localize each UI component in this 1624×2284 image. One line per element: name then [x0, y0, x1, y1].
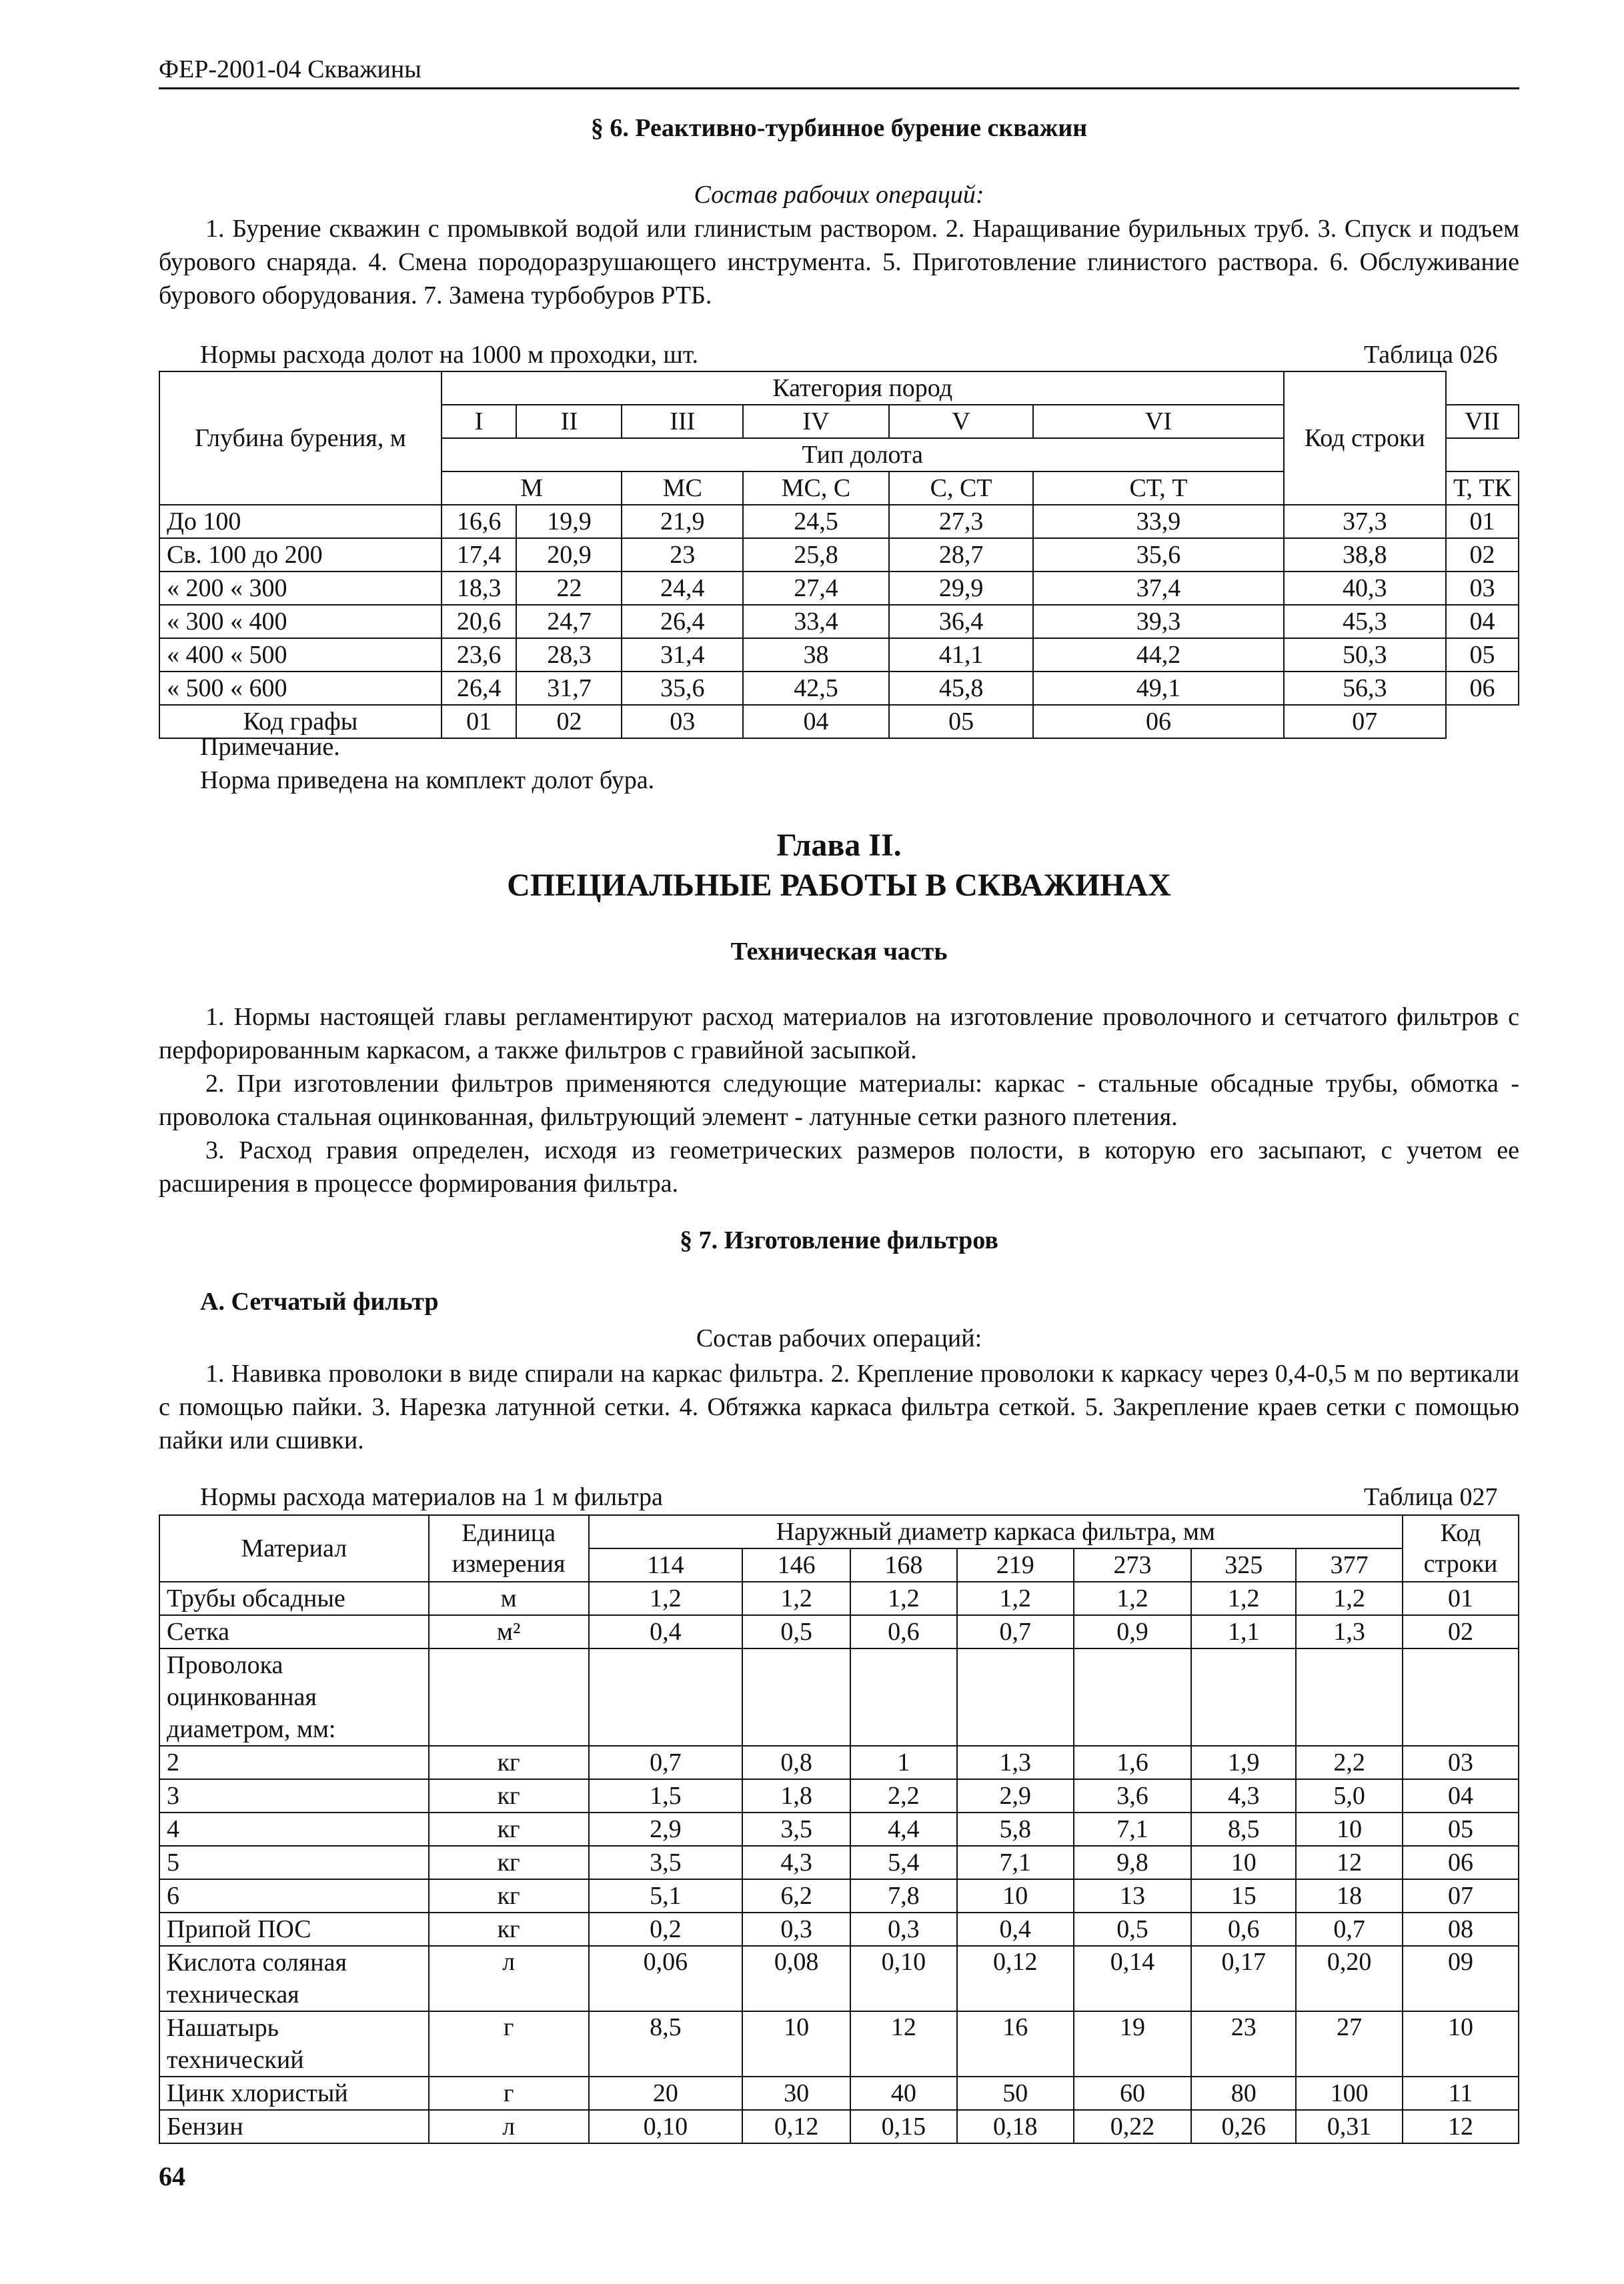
t027-code-cell: 09: [1403, 1946, 1519, 2011]
t027-value-cell: 1,2: [742, 1582, 850, 1615]
t027-value-cell: 4,3: [742, 1846, 850, 1879]
t027-value-cell: [589, 1648, 743, 1746]
t026-col-code: 02: [516, 705, 622, 738]
table-026: [159, 371, 1519, 739]
t027-material-cell: Бензин: [159, 2110, 429, 2143]
t026-code-cell: 03: [1446, 572, 1519, 605]
t027-unit-cell: л: [429, 1946, 589, 2011]
table-027-row: [159, 1779, 1519, 1813]
t026-value-cell: 26,4: [442, 672, 517, 705]
t026-cat: VI: [1033, 405, 1283, 438]
t026-bit-type: СТ, Т: [1033, 471, 1283, 505]
t026-bit-type: Т, ТК: [1446, 471, 1519, 505]
t026-value-cell: 45,3: [1284, 605, 1446, 638]
t027-value-cell: 19: [1074, 2011, 1192, 2077]
table-026-note-title: Примечание.: [200, 733, 340, 761]
t026-value-cell: 35,6: [622, 672, 743, 705]
t026-value-cell: 37,4: [1033, 572, 1283, 605]
t027-value-cell: 0,2: [589, 1913, 743, 1946]
t026-value-cell: 25,8: [743, 538, 889, 572]
t027-value-cell: 0,3: [742, 1913, 850, 1946]
t026-value-cell: 33,9: [1033, 505, 1283, 538]
t027-value-cell: 5,0: [1296, 1779, 1403, 1813]
t027-code-cell: 08: [1403, 1913, 1519, 1946]
t027-value-cell: 0,06: [589, 1946, 743, 2011]
t027-unit-cell: кг: [429, 1879, 589, 1913]
t027-diameter: 325: [1191, 1548, 1296, 1582]
t027-value-cell: 2,2: [850, 1779, 957, 1813]
table-027-row: [159, 1846, 1519, 1879]
t026-cat: VII: [1446, 405, 1519, 438]
t027-code-cell: 10: [1403, 2011, 1519, 2077]
chapter-title: Глава II.: [776, 828, 902, 863]
table-027-row: [159, 2011, 1519, 2077]
t026-value-cell: 27,3: [889, 505, 1034, 538]
t027-unit-cell: м²: [429, 1615, 589, 1648]
t027-material-cell: 5: [159, 1846, 429, 1879]
t027-value-cell: 27: [1296, 2011, 1403, 2077]
t027-material-cell: Кислота соляная техническая: [159, 1946, 429, 2011]
table-027-row: [159, 1879, 1519, 1913]
t027-unit-cell: [429, 1648, 589, 1746]
t027-value-cell: 0,4: [589, 1615, 743, 1648]
t026-col-code: 05: [889, 705, 1034, 738]
t027-unit-cell: кг: [429, 1746, 589, 1779]
t026-value-cell: 28,7: [889, 538, 1034, 572]
running-header: ФЕР-2001-04 Скважины: [159, 55, 422, 83]
t027-value-cell: 7,1: [957, 1846, 1074, 1879]
t027-value-cell: 0,8: [742, 1746, 850, 1779]
t027-value-cell: 0,31: [1296, 2110, 1403, 2143]
t026-value-cell: 22: [516, 572, 622, 605]
t027-value-cell: 1,2: [1191, 1582, 1296, 1615]
t026-value-cell: 50,3: [1284, 638, 1446, 672]
table-027-row: [159, 1582, 1519, 1615]
t027-value-cell: 18: [1296, 1879, 1403, 1913]
t026-cat: III: [622, 405, 743, 438]
t027-value-cell: 4,3: [1191, 1779, 1296, 1813]
t026-value-cell: 49,1: [1033, 672, 1283, 705]
table-026-row: [159, 505, 1519, 538]
t027-header-unit: Единица измерения: [429, 1515, 589, 1582]
t027-value-cell: 0,5: [1074, 1913, 1192, 1946]
t027-value-cell: 15: [1191, 1879, 1296, 1913]
t027-unit-cell: кг: [429, 1913, 589, 1946]
t027-value-cell: 60: [1074, 2077, 1192, 2110]
t027-value-cell: 7,8: [850, 1879, 957, 1913]
t027-value-cell: 1: [850, 1746, 957, 1779]
t027-value-cell: 2,9: [589, 1813, 743, 1846]
t026-cat: II: [516, 405, 622, 438]
t026-value-cell: 23: [622, 538, 743, 572]
table-027-row: [159, 1813, 1519, 1846]
section-7-sub-a: А. Сетчатый фильтр: [200, 1288, 439, 1316]
table-027-row: [159, 1746, 1519, 1779]
t026-code-cell: 05: [1446, 638, 1519, 672]
table-026-caption: Нормы расхода долот на 1000 м проходки, шт.: [200, 341, 698, 369]
tech-paragraph-1: 1. Нормы настоящей главы регламентируют расход материалов на изготовление проволочного и сетчатого фильтров с перфорированным каркасом, а также фильтров с гравийной засыпкой.: [159, 1003, 1519, 1064]
t027-value-cell: 16: [957, 2011, 1074, 2077]
t027-value-cell: 30: [742, 2077, 850, 2110]
t026-value-cell: 24,5: [743, 505, 889, 538]
t027-value-cell: 12: [1296, 1846, 1403, 1879]
t027-value-cell: 1,3: [1296, 1615, 1403, 1648]
t027-unit-cell: л: [429, 2110, 589, 2143]
t026-header-depth: Глубина бурения, м: [159, 371, 442, 505]
t027-value-cell: [1296, 1648, 1403, 1746]
t026-depth-cell: До 100: [159, 505, 442, 538]
t026-bit-type: М: [442, 471, 622, 505]
t027-value-cell: [957, 1648, 1074, 1746]
table-027-number: Таблица 027: [1364, 1483, 1498, 1511]
t026-value-cell: 38: [743, 638, 889, 672]
t027-value-cell: 1,3: [957, 1746, 1074, 1779]
t027-value-cell: 0,6: [850, 1615, 957, 1648]
t026-value-cell: 24,7: [516, 605, 622, 638]
chapter-subtitle: СПЕЦИАЛЬНЫЕ РАБОТЫ В СКВАЖИНАХ: [507, 868, 1171, 903]
t027-value-cell: 0,12: [957, 1946, 1074, 2011]
t027-material-cell: 3: [159, 1779, 429, 1813]
t027-value-cell: 0,9: [1074, 1615, 1192, 1648]
t027-header-material: Материал: [159, 1515, 429, 1582]
t026-header-code: Код строки: [1284, 371, 1446, 505]
section-7-title: § 7. Изготовление фильтров: [680, 1226, 998, 1254]
t026-bit-type: МС: [622, 471, 743, 505]
t026-value-cell: 37,3: [1284, 505, 1446, 538]
t026-cat: V: [889, 405, 1034, 438]
t026-value-cell: 40,3: [1284, 572, 1446, 605]
t026-cat: IV: [743, 405, 889, 438]
t027-value-cell: [850, 1648, 957, 1746]
t027-value-cell: 0,12: [742, 2110, 850, 2143]
table-027-row: [159, 1615, 1519, 1648]
t027-value-cell: 0,3: [850, 1913, 957, 1946]
t026-value-cell: 36,4: [889, 605, 1034, 638]
t026-header-bit-type: Тип долота: [442, 438, 1284, 471]
t026-depth-cell: « 200 « 300: [159, 572, 442, 605]
t027-material-cell: 4: [159, 1813, 429, 1846]
t027-value-cell: 100: [1296, 2077, 1403, 2110]
t027-value-cell: 10: [742, 2011, 850, 2077]
t027-value-cell: 50: [957, 2077, 1074, 2110]
t027-value-cell: 0,20: [1296, 1946, 1403, 2011]
table-026-note-text: Норма приведена на комплект долот бура.: [200, 766, 655, 794]
t027-value-cell: 1,6: [1074, 1746, 1192, 1779]
t026-col-code: 04: [743, 705, 889, 738]
t027-value-cell: 0,4: [957, 1913, 1074, 1946]
t027-unit-cell: м: [429, 1582, 589, 1615]
t027-material-cell: Трубы обсадные: [159, 1582, 429, 1615]
t026-code-cell: 01: [1446, 505, 1519, 538]
t027-code-cell: 05: [1403, 1813, 1519, 1846]
t027-value-cell: 3,6: [1074, 1779, 1192, 1813]
t026-col-code-label: Код графы: [159, 705, 442, 738]
section-7-ops-title: Состав рабочих операций:: [696, 1324, 982, 1352]
t026-value-cell: 21,9: [622, 505, 743, 538]
t027-value-cell: 0,5: [742, 1615, 850, 1648]
t026-code-cell: 06: [1446, 672, 1519, 705]
t026-value-cell: 27,4: [743, 572, 889, 605]
t026-bit-type: С, СТ: [889, 471, 1034, 505]
t027-value-cell: 3,5: [589, 1846, 743, 1879]
t027-value-cell: 0,08: [742, 1946, 850, 2011]
table-027: [159, 1514, 1519, 2144]
t026-value-cell: 16,6: [442, 505, 517, 538]
t026-value-cell: 29,9: [889, 572, 1034, 605]
t026-value-cell: 20,9: [516, 538, 622, 572]
table-026-number: Таблица 026: [1364, 341, 1498, 369]
t026-value-cell: 24,4: [622, 572, 743, 605]
t026-value-cell: 26,4: [622, 605, 743, 638]
t027-value-cell: 12: [850, 2011, 957, 2077]
t026-col-code: 03: [622, 705, 743, 738]
t026-depth-cell: « 400 « 500: [159, 638, 442, 672]
t027-value-cell: 5,4: [850, 1846, 957, 1879]
t027-unit-cell: кг: [429, 1813, 589, 1846]
t027-diameter: 377: [1296, 1548, 1403, 1582]
t027-header-code: Код строки: [1403, 1515, 1519, 1582]
table-026-row: [159, 638, 1519, 672]
t026-value-cell: 20,6: [442, 605, 517, 638]
t027-code-cell: 12: [1403, 2110, 1519, 2143]
t026-col-code: 07: [1284, 705, 1446, 738]
t027-value-cell: 0,7: [1296, 1913, 1403, 1946]
t027-value-cell: 1,5: [589, 1779, 743, 1813]
table-027-row: [159, 2077, 1519, 2110]
t027-diameter: 219: [957, 1548, 1074, 1582]
t027-value-cell: 1,9: [1191, 1746, 1296, 1779]
t027-unit-cell: г: [429, 2077, 589, 2110]
t027-value-cell: 23: [1191, 2011, 1296, 2077]
t027-code-cell: [1403, 1648, 1519, 1746]
t027-value-cell: 20: [589, 2077, 743, 2110]
t027-value-cell: [1191, 1648, 1296, 1746]
t027-material-cell: Проволока оцинкованная диаметром, мм:: [159, 1648, 429, 1746]
t027-value-cell: 7,1: [1074, 1813, 1192, 1846]
t026-col-code: 06: [1033, 705, 1283, 738]
t026-cat: I: [442, 405, 517, 438]
t027-code-cell: 07: [1403, 1879, 1519, 1913]
t026-code-cell: 04: [1446, 605, 1519, 638]
t027-diameter: 168: [850, 1548, 957, 1582]
t026-value-cell: 44,2: [1033, 638, 1283, 672]
t026-value-cell: 42,5: [743, 672, 889, 705]
t027-value-cell: 40: [850, 2077, 957, 2110]
t027-value-cell: 0,10: [589, 2110, 743, 2143]
t027-value-cell: 0,26: [1191, 2110, 1296, 2143]
t027-value-cell: 0,22: [1074, 2110, 1192, 2143]
t026-value-cell: 45,8: [889, 672, 1034, 705]
t027-value-cell: 9,8: [1074, 1846, 1192, 1879]
t026-col-code: 01: [442, 705, 517, 738]
t027-value-cell: 6,2: [742, 1879, 850, 1913]
t026-value-cell: 31,7: [516, 672, 622, 705]
table-027-caption: Нормы расхода материалов на 1 м фильтра: [200, 1483, 663, 1511]
t026-value-cell: 39,3: [1033, 605, 1283, 638]
t026-value-cell: 19,9: [516, 505, 622, 538]
section-6-ops-title: Состав рабочих операций:: [694, 181, 984, 209]
t026-value-cell: 28,3: [516, 638, 622, 672]
t027-diameter: 273: [1074, 1548, 1192, 1582]
section-6-title: § 6. Реактивно-турбинное бурение скважин: [590, 114, 1088, 142]
t026-depth-cell: « 500 « 600: [159, 672, 442, 705]
t027-value-cell: 2,9: [957, 1779, 1074, 1813]
t027-value-cell: 1,2: [957, 1582, 1074, 1615]
t027-code-cell: 02: [1403, 1615, 1519, 1648]
t027-value-cell: 5,8: [957, 1813, 1074, 1846]
table-026-row: [159, 538, 1519, 572]
t027-material-cell: 2: [159, 1746, 429, 1779]
table-026-row: [159, 605, 1519, 638]
t027-value-cell: 80: [1191, 2077, 1296, 2110]
t027-unit-cell: г: [429, 2011, 589, 2077]
t027-value-cell: 0,6: [1191, 1913, 1296, 1946]
t027-value-cell: 0,14: [1074, 1946, 1192, 2011]
table-026-row: [159, 672, 1519, 705]
t027-value-cell: [1074, 1648, 1192, 1746]
t026-bit-type: МС, С: [743, 471, 889, 505]
t027-value-cell: 8,5: [1191, 1813, 1296, 1846]
t026-code-cell: 02: [1446, 538, 1519, 572]
t026-value-cell: 17,4: [442, 538, 517, 572]
t027-value-cell: 0,18: [957, 2110, 1074, 2143]
t027-value-cell: 8,5: [589, 2011, 743, 2077]
table-027-row: [159, 2110, 1519, 2143]
t027-material-cell: Нашатырь технический: [159, 2011, 429, 2077]
t026-value-cell: 41,1: [889, 638, 1034, 672]
t027-value-cell: 1,2: [589, 1582, 743, 1615]
t027-value-cell: 3,5: [742, 1813, 850, 1846]
t027-code-cell: 04: [1403, 1779, 1519, 1813]
t027-material-cell: Цинк хлористый: [159, 2077, 429, 2110]
t027-value-cell: 0,17: [1191, 1946, 1296, 2011]
t027-value-cell: 1,2: [850, 1582, 957, 1615]
t027-diameter: 146: [742, 1548, 850, 1582]
t027-value-cell: 5,1: [589, 1879, 743, 1913]
table-027-row: [159, 1648, 1519, 1746]
t027-code-cell: 11: [1403, 2077, 1519, 2110]
t027-value-cell: 0,10: [850, 1946, 957, 2011]
t027-code-cell: 03: [1403, 1746, 1519, 1779]
t027-material-cell: 6: [159, 1879, 429, 1913]
t026-depth-cell: « 300 « 400: [159, 605, 442, 638]
t027-header-diameter: Наружный диаметр каркаса фильтра, мм: [589, 1515, 1403, 1548]
header-rule: [159, 87, 1519, 89]
t027-value-cell: 10: [957, 1879, 1074, 1913]
t027-value-cell: 10: [1191, 1846, 1296, 1879]
t027-value-cell: 10: [1296, 1813, 1403, 1846]
t027-value-cell: 1,8: [742, 1779, 850, 1813]
t027-value-cell: 1,2: [1074, 1582, 1192, 1615]
table-027-row: [159, 1946, 1519, 2011]
t027-unit-cell: кг: [429, 1846, 589, 1879]
t027-code-cell: 01: [1403, 1582, 1519, 1615]
t027-value-cell: 13: [1074, 1879, 1192, 1913]
t026-value-cell: 38,8: [1284, 538, 1446, 572]
t027-code-cell: 06: [1403, 1846, 1519, 1879]
t027-diameter: 114: [589, 1548, 743, 1582]
table-026-row: [159, 572, 1519, 605]
t027-value-cell: 0,7: [957, 1615, 1074, 1648]
t027-value-cell: 1,2: [1296, 1582, 1403, 1615]
section-7-ops-text: 1. Навивка проволоки в виде спирали на каркас фильтра. 2. Крепление проволоки к каркасу через 0,4-0,5 м по вертикали с помощью пайки. 3. Нарезка латунной сетки. 4. Обтяжка каркаса фильтра сеткой. 5. Закрепление краев сетки с помощью пайки или сшивки.: [159, 1360, 1519, 1454]
t027-value-cell: 1,1: [1191, 1615, 1296, 1648]
t027-material-cell: Сетка: [159, 1615, 429, 1648]
t026-value-cell: 23,6: [442, 638, 517, 672]
t027-material-cell: Припой ПОС: [159, 1913, 429, 1946]
t026-value-cell: 33,4: [743, 605, 889, 638]
t026-depth-cell: Св. 100 до 200: [159, 538, 442, 572]
page-number: 64: [159, 2161, 185, 2191]
t026-value-cell: 31,4: [622, 638, 743, 672]
tech-part-title: Техническая часть: [730, 938, 948, 966]
tech-paragraph-2: 2. При изготовлении фильтров применяются следующие материалы: каркас - стальные обсадные трубы, обмотка - проволока стальная оцинкованная, фильтрующий элемент - латунные сетки разного плетения.: [159, 1070, 1519, 1131]
t027-value-cell: 0,7: [589, 1746, 743, 1779]
t027-unit-cell: кг: [429, 1779, 589, 1813]
t026-value-cell: 35,6: [1033, 538, 1283, 572]
t026-value-cell: 56,3: [1284, 672, 1446, 705]
section-6-ops-text: 1. Бурение скважин с промывкой водой или глинистым раствором. 2. Наращивание бурильных труб. 3. Спуск и подъем бурового снаряда. 4. Смена породоразрушающего инструмента. 5. Приготовление глинистого раствора. 6. Обслуживание бурового оборудования. 7. Замена турбобуров РТБ.: [159, 215, 1519, 309]
t027-value-cell: 0,15: [850, 2110, 957, 2143]
table-027-row: [159, 1913, 1519, 1946]
t027-value-cell: 4,4: [850, 1813, 957, 1846]
t027-value-cell: 2,2: [1296, 1746, 1403, 1779]
t026-value-cell: 18,3: [442, 572, 517, 605]
t026-header-category: Категория пород: [442, 371, 1284, 405]
tech-paragraph-3: 3. Расход гравия определен, исходя из геометрических размеров полости, в которую его засыпают, с учетом ее расширения в процессе формирования фильтра.: [159, 1136, 1519, 1198]
t027-value-cell: [742, 1648, 850, 1746]
